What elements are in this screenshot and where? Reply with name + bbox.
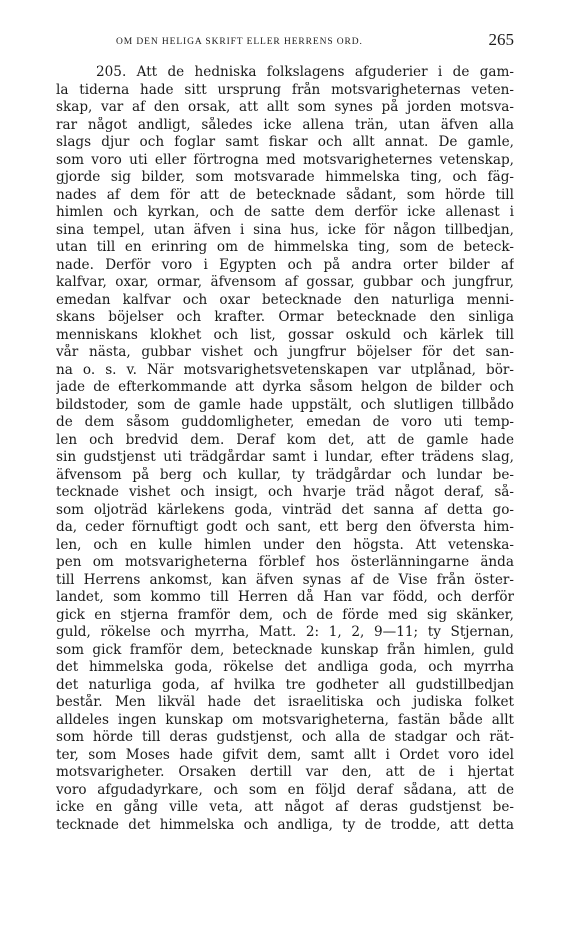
text-line: de dem såsom guddomligheter, emedan de voro uti temp- <box>56 414 514 430</box>
text-line: sin gudstjenst uti trädgårdar samt i lundar, efter trädens slag, <box>56 449 514 465</box>
text-line: som hörde till deras gudstjenst, och alla de stadgar och rät- <box>56 729 514 745</box>
text-line: det himmelska goda, rökelse det andliga goda, och myrrha <box>56 659 514 675</box>
text-line: som voro uti eller förtrogna med motsvarigheternes vetenskap, <box>56 151 514 168</box>
text-line: menniskans klokhet och list, gossar oskuld och kärlek till <box>56 326 514 343</box>
text-line: voro afgudadyrkare, och som en följd deraf sådana, att de <box>56 781 514 798</box>
running-title: OM DEN HELIGA SKRIFT ELLER HERRENS ORD. <box>116 37 363 47</box>
text-line: na o. s. v. När motsvarighetsvetenskapen var utplånad, bör- <box>56 361 514 378</box>
text-line: som oljoträd kärlekens goda, vinträd det sanna af detta go- <box>56 501 514 518</box>
page-number: 265 <box>488 30 514 49</box>
text-line: tecknade det himmelska och andliga, ty de trodde, att detta <box>56 816 514 833</box>
text-line: jade de efterkommande att dyrka såsom helgon de bilder och <box>56 379 514 395</box>
text-line: len och bredvid dem. Deraf kom det, att de gamle hade <box>56 431 514 448</box>
text-line: bildstoder, som de gamle hade uppstält, och slutligen tillbådo <box>56 396 514 413</box>
text-line: motsvarigheter. Orsaken dertill var den, att de i hjertat <box>56 764 514 780</box>
text-line: nades af dem för att de betecknade sådant, som hörde till <box>56 186 514 203</box>
body-text <box>56 64 514 834</box>
text-line: guld, rökelse och myrrha, Matt. 2: 1, 2, 9—11; ty Stjernan, <box>56 624 514 640</box>
text-line: alldeles ingen kunskap om motsvarigheterna, fastän både allt <box>56 711 514 728</box>
text-line: utan till en erinring om de himmelska ting, som de beteck- <box>56 239 514 255</box>
text-line: ter, som Moses hade gifvit dem, samt allt i Ordet voro idel <box>56 746 514 763</box>
text-line: till Herrens ankomst, kan äfven synas af de Vise från öster- <box>56 571 514 588</box>
text-line: tecknade vishet och insigt, och hvarje träd något deraf, så- <box>56 484 514 500</box>
running-head <box>56 30 514 52</box>
text-line: skans böjelser och krafter. Ormar betecknade den sinliga <box>56 309 514 325</box>
text-line: 205. Att de hedniska folkslagens afguderier i de gam- <box>96 64 514 80</box>
text-line: himlen och kyrkan, och de satte dem derför icke allenast i <box>56 204 514 220</box>
text-line: rar något andligt, således icke allena trän, utan äfven alla <box>56 116 514 133</box>
text-line: da, ceder förnuftigt godt och sant, ett berg den öfversta him- <box>56 519 514 535</box>
text-line: kalfvar, oxar, ormar, äfvensom af gossar, gubbar och jungfrur, <box>56 274 514 290</box>
text-line: består. Men likväl hade det israelitiska och judiska folket <box>56 694 514 710</box>
text-line: det naturliga goda, af hvilka tre godheter all gudstillbedjan <box>56 676 514 693</box>
text-line: icke en gång ville veta, att något af deras gudstjenst be- <box>56 799 514 815</box>
text-line: sina tempel, utan äfven i sina hus, icke för någon tillbedjan, <box>56 221 514 238</box>
text-line: len, och en kulle himlen under den högsta. Att vetenska- <box>56 536 514 553</box>
text-line: gjorde sig bilder, som motsvarade himmelska ting, och fäg- <box>56 169 514 185</box>
text-line: äfvensom på berg och kullar, ty trädgårdar och lundar be- <box>56 466 514 483</box>
book-page <box>56 30 514 910</box>
text-line: slags djur och foglar samt fiskar och allt annat. De gamle, <box>56 134 514 150</box>
text-line: gick en stjerna framför dem, och de förde med sig skänker, <box>56 606 514 623</box>
text-line: pen om motsvarigheterna förblef hos österlänningarne ända <box>56 554 514 570</box>
text-line: skap, var af den orsak, att allt som synes på jorden motsva- <box>56 99 514 115</box>
text-line: vår nästa, gubbar vishet och jungfrur böjelser för det san- <box>56 344 514 360</box>
text-line: landet, som kommo till Herren då Han var född, och derför <box>56 589 514 605</box>
text-line: som gick framför dem, betecknade kunskap från himlen, guld <box>56 641 514 658</box>
text-line: nade. Derför voro i Egypten och på andra orter bilder af <box>56 256 514 273</box>
text-line: emedan kalfvar och oxar betecknade den naturliga menni- <box>56 291 514 308</box>
text-line: la tiderna hade sitt ursprung från motsvarigheternas veten- <box>56 81 514 98</box>
